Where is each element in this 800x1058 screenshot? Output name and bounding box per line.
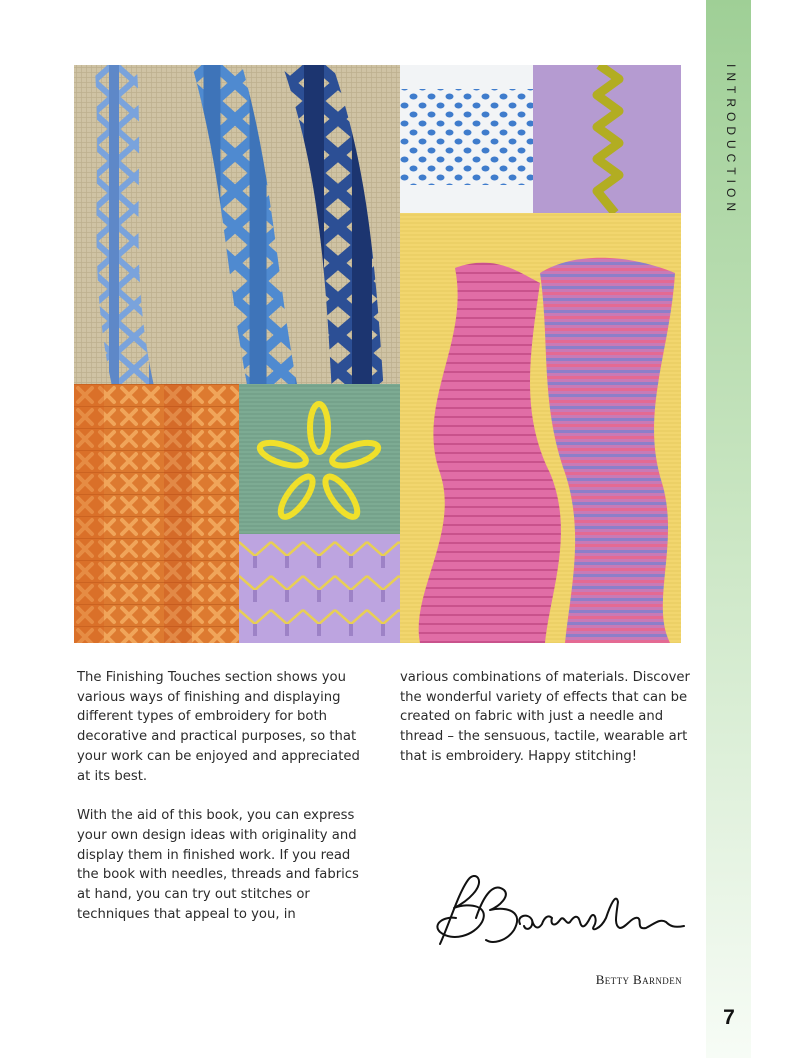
blue-seed-stitch-photo [400,65,533,213]
intro-paragraph: The Finishing Touches section shows you various ways of finishing and displaying different types of embroidery for both decorative and practical purposes, so that your work can be enjoyed and appreciated at its best. [77,670,360,784]
author-name: Betty Barnden [595,972,682,987]
text-column-left [77,668,367,944]
pink-yarn-on-yellow-photo [400,213,681,643]
author-signature [428,872,692,954]
embroidery-photo-collage [74,65,681,643]
blue-braid-stitch-photo [74,65,400,384]
lilac-smocking-photo [239,534,400,643]
text-column-right [400,668,690,787]
section-title: INTRODUCTION [724,64,738,216]
yellow-flower-stitch-photo [239,384,400,534]
page-number: 7 [723,1006,735,1029]
section-side-band [706,0,751,1058]
green-zigzag-stitch-photo [533,65,681,213]
orange-cross-stitch-photo [74,384,239,643]
intro-paragraph: With the aid of this book, you can express your own design ideas with originality and display them in finished work. If you read the book with needles, threads and fabrics at hand, you can try out stitches or techniques that appeal to you, in [77,808,359,922]
intro-paragraph: various combinations of materials. Discover the wonderful variety of effects that can be created on fabric with just a needle and thread – the sensuous, tactile, wearable art that is embroidery. Happy stitching! [400,670,690,764]
